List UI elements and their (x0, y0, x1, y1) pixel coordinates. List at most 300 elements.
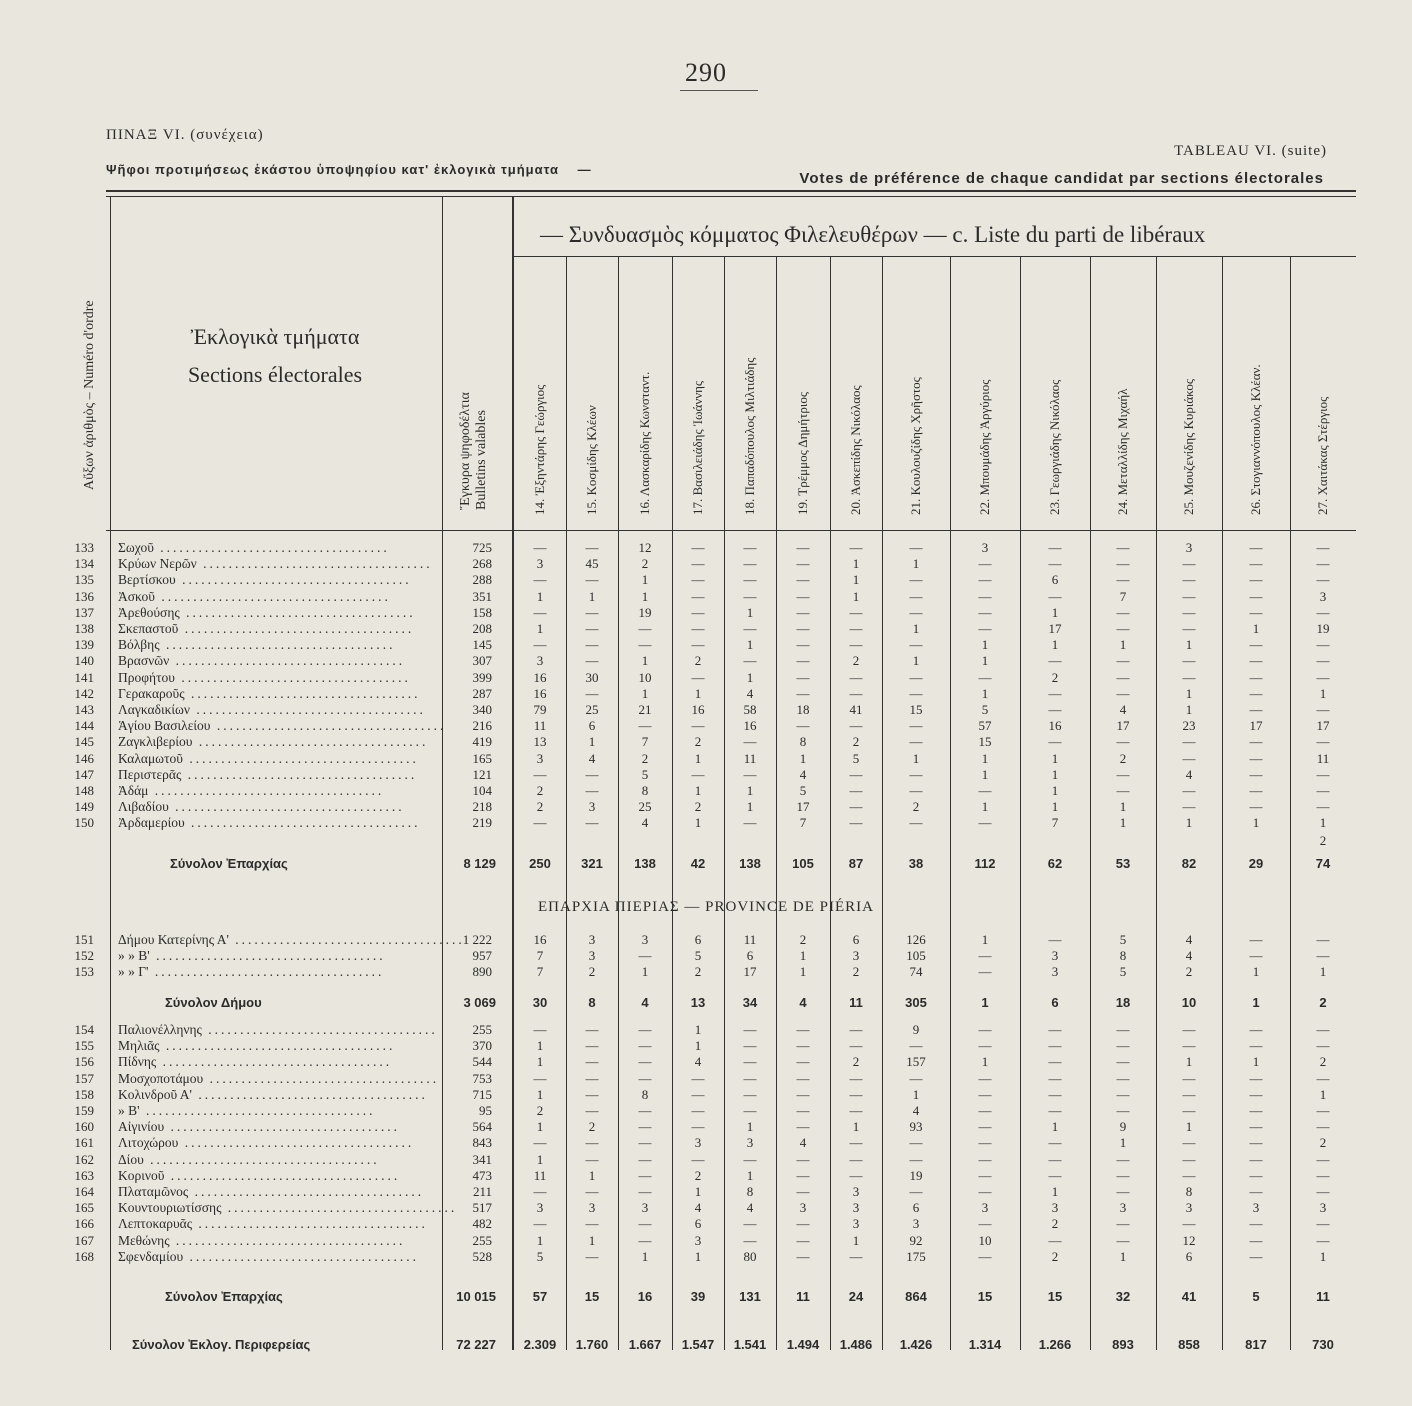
leader-dots: .................................... (184, 815, 421, 831)
section-name (118, 751, 436, 767)
ballots-cell: 218 (472, 799, 492, 815)
vote-cell: — (533, 637, 547, 653)
row-number: 133 (74, 540, 94, 555)
vote-cell: — (978, 1103, 992, 1118)
vote-cell: 4 (746, 1200, 754, 1216)
vote-cell: 4 (746, 685, 754, 701)
vote-cell: 3 (588, 948, 596, 964)
vote-cell: 1 (1319, 1086, 1327, 1102)
section-name (118, 686, 436, 702)
vote-cell: — (1116, 540, 1130, 555)
total-cell: 1.486 (839, 1337, 873, 1352)
vote-cell: 1 (1252, 621, 1260, 636)
leader-dots: .................................... (221, 1200, 458, 1216)
vote-cell: 7 (1051, 815, 1059, 831)
section-name-text: Προφήτου (118, 669, 175, 685)
section-name (118, 1070, 440, 1087)
vote-cell: — (638, 718, 652, 734)
vote-cell: — (1316, 1022, 1330, 1037)
vote-cell: 3 (1051, 964, 1059, 980)
ballots-cell: 287 (472, 685, 492, 701)
vote-cell: 1 (1252, 1054, 1260, 1070)
vote-cell: — (533, 604, 547, 620)
section-name (118, 948, 436, 964)
vote-cell: — (743, 1103, 757, 1118)
vote-cell: 80 (743, 1248, 757, 1264)
section-name (118, 783, 436, 799)
leader-dots: .................................... (182, 750, 419, 766)
vote-cell: 2 (694, 653, 702, 669)
row-number: 167 (74, 1232, 94, 1248)
vote-cell: — (796, 1038, 810, 1054)
vote-cell: 1 (981, 653, 989, 669)
vote-cell: 2 (1051, 669, 1059, 685)
total-ballots: 8 129 (463, 856, 496, 871)
vote-cell: — (1116, 1038, 1130, 1054)
section-name (118, 1233, 436, 1249)
vote-cell: 2 (852, 1054, 860, 1070)
vote-cell: 105 (906, 948, 926, 964)
vote-cell: — (1182, 1135, 1196, 1151)
ballots-cell: 564 (472, 1119, 492, 1135)
vote-cell: 1 (694, 1038, 702, 1054)
ballots-cell: 268 (472, 556, 492, 572)
vote-cell: — (978, 1038, 992, 1054)
ballots-cell: 104 (472, 783, 492, 798)
section-name (118, 670, 436, 686)
total-cell: 18 (1115, 995, 1131, 1010)
vote-cell: 6 (852, 932, 860, 947)
vote-cell: — (1316, 637, 1330, 653)
vote-cell: 1 (536, 1086, 544, 1102)
vote-cell: — (743, 556, 757, 572)
leader-dots: .................................... (181, 766, 418, 782)
leader-dots: .................................... (143, 1151, 380, 1167)
vote-cell: 1 (746, 1167, 754, 1183)
vote-cell: — (909, 734, 923, 750)
vote-cell: 2 (1185, 964, 1193, 980)
vote-cell: 15 (909, 702, 923, 717)
vote-cell: — (743, 766, 757, 782)
vote-cell: — (638, 1216, 652, 1232)
ballots-cell: 255 (472, 1232, 492, 1248)
vote-cell: 9 (1119, 1119, 1127, 1135)
vote-cell: 15 (978, 734, 992, 750)
vote-cell: — (1048, 1151, 1062, 1167)
total-cell: 29 (1248, 856, 1264, 871)
row-number: 163 (74, 1167, 94, 1183)
vote-cell: 175 (906, 1248, 926, 1264)
vote-cell: 45 (585, 556, 599, 572)
extra-cell: 2 (1319, 833, 1327, 848)
vote-cell: 3 (588, 799, 596, 815)
row-number: 155 (74, 1038, 94, 1054)
total-cell: 10 (1181, 995, 1197, 1010)
vote-cell: — (1048, 1022, 1062, 1037)
sections-header-french: Sections électorales (187, 362, 363, 387)
section-name-text: Δήμου Κατερίνης Α' (118, 932, 229, 947)
vote-cell: 157 (906, 1054, 926, 1070)
total-cell: 817 (1245, 1337, 1267, 1352)
sections-header (110, 318, 440, 394)
vote-cell: — (1249, 1232, 1263, 1248)
vote-cell: — (1249, 734, 1263, 750)
section-name-text: » Β' (118, 1103, 140, 1118)
vote-cell: 1 (799, 948, 807, 964)
vote-cell: — (1249, 1070, 1263, 1086)
row-number: 137 (74, 604, 94, 620)
vote-cell: 16 (1048, 718, 1062, 734)
vote-cell: 12 (1182, 1232, 1196, 1248)
vote-cell: — (849, 1135, 863, 1151)
vote-cell: — (1048, 540, 1062, 555)
total-cell: 250 (529, 856, 551, 871)
row-number: 143 (74, 702, 94, 717)
vote-cell: 1 (746, 637, 754, 653)
vote-cell: 1 (536, 1038, 544, 1054)
vote-cell: 1 (694, 685, 702, 701)
vote-cell: 1 (912, 621, 920, 636)
vote-cell: 1 (1185, 702, 1193, 717)
vote-cell: 1 (1319, 964, 1327, 980)
candidate-header: 21. Κουλουζίδης Χρῆστος (908, 377, 923, 515)
vote-cell: 11 (743, 750, 757, 766)
total-cell: 15 (977, 1289, 993, 1304)
total-cell: 42 (690, 856, 706, 871)
vote-cell: — (1249, 1038, 1263, 1054)
vote-cell: — (849, 1022, 863, 1037)
section-name-text: Μοσχοποτάμου (118, 1070, 204, 1086)
vote-cell: 3 (912, 1216, 920, 1232)
vote-cell: — (585, 1135, 599, 1151)
vote-cell: — (1249, 932, 1263, 947)
vote-cell: — (1249, 783, 1263, 798)
vote-cell: 3 (536, 556, 544, 572)
vote-cell: — (1048, 1070, 1062, 1086)
vote-cell: — (1182, 653, 1196, 669)
vote-cell: — (585, 572, 599, 588)
vote-cell: — (849, 766, 863, 782)
vote-cell: 57 (978, 718, 992, 734)
vote-cell: — (978, 572, 992, 588)
vote-cell: — (691, 556, 705, 572)
vote-cell: — (638, 1151, 652, 1167)
vote-cell: — (1182, 1151, 1196, 1167)
row-number: 144 (74, 718, 94, 734)
vote-cell: — (909, 604, 923, 620)
vote-cell: — (1116, 653, 1130, 669)
row-number: 148 (74, 783, 94, 798)
vote-cell: — (743, 1216, 757, 1232)
row-number: 160 (74, 1119, 94, 1135)
vote-cell: — (909, 1184, 923, 1199)
vote-cell: 6 (694, 1216, 702, 1232)
ballots-cell: 340 (472, 702, 492, 717)
candidate-header: 26. Στογιαννόπουλος Κλέαν. (1248, 364, 1263, 515)
total-label: Σύνολον Ἐπαρχίας (170, 856, 288, 871)
candidate-header: 27. Χαιτάκας Στέργιος (1315, 396, 1330, 515)
vote-cell: — (909, 572, 923, 588)
section-name (118, 1054, 436, 1070)
vote-cell: 2 (799, 932, 807, 947)
subtitle-greek-text: Ψῆφοι προτιμήσεως ἑκάστου ὑποψηφίου κατ' ἐκλογικὰ τμήματα (106, 162, 560, 177)
vote-cell: 1 (746, 799, 754, 815)
vote-cell: 1 (981, 799, 989, 815)
vote-cell: — (743, 1086, 757, 1102)
vote-cell: 4 (1185, 766, 1193, 782)
vote-cell: — (796, 718, 810, 734)
vote-cell: — (978, 1216, 992, 1232)
ballots-cell: 753 (472, 1070, 492, 1086)
total-cell: 62 (1047, 856, 1063, 871)
section-name-text: Ἁγίου Βασιλείου (118, 718, 211, 734)
vote-cell: — (1316, 799, 1330, 815)
vote-cell: 2 (536, 799, 544, 815)
section-name-text: Λιτοχώρου (118, 1135, 179, 1151)
table-title-french: TABLEAU VI. (suite) (1174, 143, 1327, 159)
vote-cell: 1 (694, 750, 702, 766)
vote-cell: 2 (641, 556, 649, 572)
vote-cell: 2 (536, 783, 544, 798)
vote-cell: 2 (912, 799, 920, 815)
vote-cell: — (638, 1054, 652, 1070)
total-cell: 1.426 (899, 1337, 933, 1352)
vote-cell: 2 (694, 799, 702, 815)
candidate-header: 25. Μουζενίδης Κυριάκος (1181, 378, 1196, 515)
row-number: 158 (74, 1086, 94, 1102)
leader-dots: .................................... (178, 1135, 415, 1151)
vote-cell: — (1249, 1103, 1263, 1118)
candidate-header: 22. Μπουμάδης Ἀργύριος (977, 379, 992, 515)
row-number: 147 (74, 766, 94, 782)
vote-cell: — (849, 1151, 863, 1167)
candidates-header-rule (514, 256, 1356, 257)
row-number: 135 (74, 572, 94, 588)
vote-cell: 58 (743, 702, 757, 717)
vote-cell: 3 (1252, 1200, 1260, 1216)
vote-cell: — (1182, 1070, 1196, 1086)
vote-cell: — (585, 685, 599, 701)
vote-cell: 1 (1185, 815, 1193, 831)
vote-cell: — (1048, 685, 1062, 701)
vote-cell: 1 (1185, 637, 1193, 653)
candidate-header: 20. Ἀσκεπίδης Νικόλαος (848, 385, 863, 515)
vote-cell: 1 (981, 766, 989, 782)
vote-cell: — (1048, 588, 1062, 604)
total-cell: 321 (581, 856, 603, 871)
total-ballots: 10 015 (456, 1289, 496, 1304)
vote-cell: — (638, 1184, 652, 1199)
vote-cell: — (743, 540, 757, 555)
section-name-text: Βερτίσκου (118, 572, 176, 588)
section-name (118, 1249, 436, 1265)
vote-cell: — (1182, 604, 1196, 620)
vote-cell: — (796, 1086, 810, 1102)
vote-cell: — (691, 718, 705, 734)
total-cell: 1.494 (786, 1337, 820, 1352)
vote-cell: — (978, 1167, 992, 1183)
leader-dots: .................................... (153, 540, 390, 555)
vote-cell: 1 (746, 604, 754, 620)
vote-cell: 5 (536, 1248, 544, 1264)
table-subtitle-french: Votes de préférence de chaque candidat par sections électorales (799, 170, 1324, 187)
vote-cell: 11 (743, 932, 757, 947)
vote-cell: — (638, 1022, 652, 1037)
row-number: 138 (74, 621, 94, 636)
vote-cell: — (909, 637, 923, 653)
vote-cell: — (909, 766, 923, 782)
section-name (118, 556, 436, 572)
vote-cell: — (909, 1070, 923, 1086)
vote-cell: — (743, 621, 757, 636)
row-number: 154 (74, 1022, 94, 1037)
vote-cell: — (1182, 799, 1196, 815)
section-name (118, 540, 436, 556)
vote-cell: 7 (799, 815, 807, 831)
vote-cell: 1 (641, 588, 649, 604)
vote-cell: — (585, 604, 599, 620)
total-cell: 53 (1115, 856, 1131, 871)
section-name-text: Ζαγκλιβερίου (118, 734, 193, 750)
vote-cell: — (691, 1103, 705, 1118)
vote-cell: 3 (694, 1135, 702, 1151)
vote-cell: 1 (1051, 750, 1059, 766)
leader-dots: .................................... (174, 669, 411, 685)
vote-cell: — (1316, 572, 1330, 588)
vote-cell: 8 (1119, 948, 1127, 964)
ballots-cell: 211 (472, 1184, 492, 1199)
vote-cell: — (1182, 588, 1196, 604)
vote-cell: 1 (1119, 637, 1127, 653)
vote-cell: 7 (536, 964, 544, 980)
vote-cell: — (533, 1184, 547, 1199)
total-cell: 24 (848, 1289, 864, 1304)
vote-cell: 3 (981, 540, 989, 555)
total-cell: 38 (908, 856, 924, 871)
vote-cell: 41 (849, 702, 863, 717)
vote-cell: — (1182, 1216, 1196, 1232)
vote-cell: 3 (852, 1200, 860, 1216)
vote-cell: — (849, 1070, 863, 1086)
vote-cell: — (691, 588, 705, 604)
row-number: 146 (74, 750, 94, 766)
vote-cell: 1 (981, 750, 989, 766)
total-cell: 138 (739, 856, 761, 871)
section-name (118, 589, 436, 605)
vote-cell: 11 (533, 718, 547, 734)
vote-cell: — (691, 1119, 705, 1135)
vote-cell: — (849, 604, 863, 620)
section-name-text: Ἀδάμ (118, 783, 149, 798)
row-number: 156 (74, 1054, 94, 1070)
vote-cell: — (796, 604, 810, 620)
vote-cell: 2 (694, 964, 702, 980)
province-title: ΕΠΑΡΧΙΑ ΠΙΕΡΙΑΣ — PROVINCE DE PIÉRIA (538, 899, 874, 915)
total-cell: 8 (588, 995, 596, 1010)
vote-cell: — (1116, 1232, 1130, 1248)
row-number: 149 (74, 799, 94, 815)
vote-cell: — (1116, 1184, 1130, 1199)
candidate-header: 24. Μεταλλίδης Μιχαήλ (1115, 388, 1130, 515)
vote-cell: — (1048, 1135, 1062, 1151)
vote-cell: — (978, 964, 992, 980)
vote-cell: 1 (912, 1086, 920, 1102)
vote-cell: — (533, 815, 547, 831)
vote-cell: 2 (852, 653, 860, 669)
vote-cell: 1 (536, 621, 544, 636)
vote-cell: 16 (691, 702, 705, 717)
ballots-cell: 370 (472, 1038, 492, 1054)
vote-cell: 8 (641, 783, 649, 798)
row-number: 153 (74, 964, 94, 980)
row-number: 159 (74, 1103, 94, 1118)
vote-cell: — (849, 815, 863, 831)
ballots-cell: 208 (472, 621, 492, 636)
vote-cell: 1 (1119, 1248, 1127, 1264)
row-number: 150 (74, 815, 94, 831)
vote-cell: — (1182, 572, 1196, 588)
vote-cell: 11 (1316, 750, 1330, 766)
vote-cell: 2 (1319, 1054, 1327, 1070)
total-cell: 131 (739, 1289, 761, 1304)
section-name (118, 767, 436, 783)
vote-cell: 1 (641, 653, 649, 669)
vote-cell: 1 (981, 932, 989, 947)
leader-dots: .................................... (179, 604, 416, 620)
vote-cell: 2 (1051, 1248, 1059, 1264)
vote-cell: — (1249, 685, 1263, 701)
total-cell: 34 (742, 995, 758, 1010)
vote-cell: 3 (641, 1200, 649, 1216)
vote-cell: — (638, 1038, 652, 1054)
section-name (118, 1216, 436, 1232)
total-cell: 893 (1112, 1337, 1134, 1352)
section-name-text: Σκεπαστοῦ (118, 621, 179, 636)
vote-cell: — (796, 621, 810, 636)
total-cell: 30 (532, 995, 548, 1010)
total-cell: 87 (848, 856, 864, 871)
vote-cell: — (1048, 932, 1062, 947)
vote-cell: — (1249, 1184, 1263, 1199)
vote-cell: — (849, 1086, 863, 1102)
vote-cell: — (849, 1038, 863, 1054)
vote-cell: — (1182, 734, 1196, 750)
row-number: 151 (74, 932, 94, 947)
vote-cell: — (1116, 783, 1130, 798)
vote-cell: — (1249, 588, 1263, 604)
vote-cell: — (909, 588, 923, 604)
total-cell: 730 (1312, 1337, 1334, 1352)
vote-cell: — (909, 669, 923, 685)
leader-dots: .................................... (168, 799, 405, 815)
section-name (118, 605, 436, 621)
vote-cell: — (849, 1103, 863, 1118)
vote-cell: 3 (852, 948, 860, 964)
vote-cell: 8 (799, 734, 807, 750)
leader-dots: .................................... (201, 1022, 438, 1037)
leader-dots: .................................... (154, 588, 391, 604)
section-name-text: Ἀσκοῦ (118, 588, 155, 604)
vote-cell: — (585, 1151, 599, 1167)
vote-cell: 4 (1185, 948, 1193, 964)
leader-dots: .................................... (159, 637, 396, 653)
total-cell: 15 (1047, 1289, 1063, 1304)
total-cell: 32 (1115, 1289, 1131, 1304)
total-label: Σύνολον Ἐπαρχίας (165, 1289, 283, 1304)
row-number: 166 (74, 1216, 94, 1232)
section-name (118, 1038, 436, 1054)
vote-cell: 4 (694, 1200, 702, 1216)
